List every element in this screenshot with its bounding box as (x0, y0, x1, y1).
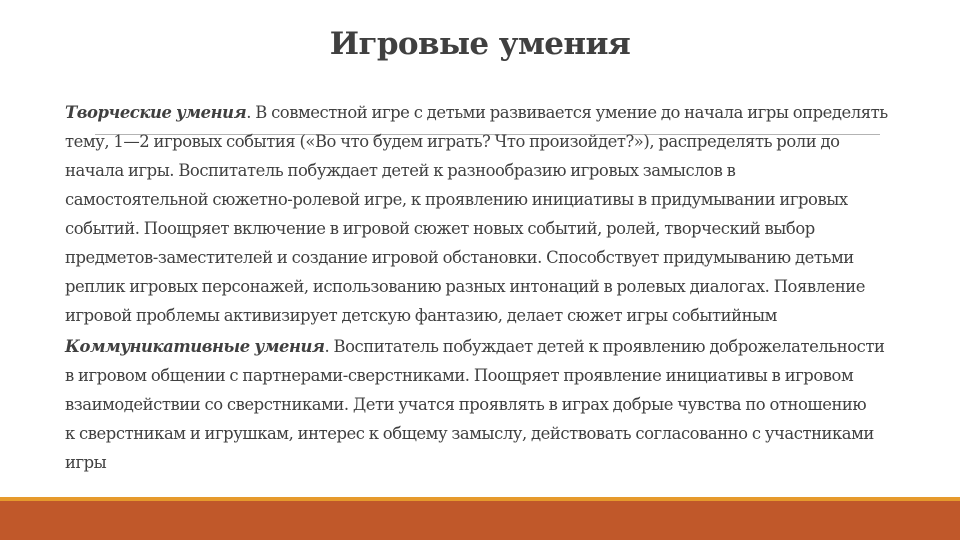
text-line: игры (65, 453, 107, 472)
footer-band (0, 501, 960, 540)
text-line: тему, 1—2 игровых события («Во что будем играть? Что произойдет?»), распределять роли до (65, 132, 840, 151)
term-creative-skills: Творческие умения (65, 103, 247, 122)
text-line: реплик игровых персонажей, использованию разных интонаций в ролевых диалогах. Появление (65, 277, 866, 296)
text-line: в игровом общении с партнерами-сверстниками. Поощряет проявление инициативы в игровом (65, 366, 854, 385)
term-communicative-skills: Коммуникативные умения (65, 337, 325, 356)
text-line: Творческие умения. В совместной игре с детьми развивается умение до начала игры определять (65, 103, 888, 122)
text-line: взаимодействии со сверстниками. Дети учатся проявлять в играх добрые чувства по отношению (65, 395, 867, 414)
text-line: начала игры. Воспитатель побуждает детей к разнообразию игровых замыслов в (65, 161, 736, 180)
text-line: событий. Поощряет включение в игровой сюжет новых событий, ролей, творческий выбор (65, 219, 815, 238)
slide-body (65, 98, 905, 477)
slide-title: Игровые умения (329, 26, 631, 62)
text-line: Коммуникативные умения. Воспитатель побуждает детей к проявлению доброжелательности (65, 337, 885, 356)
paragraph-creative-skills (65, 98, 905, 330)
paragraph-communicative-skills (65, 332, 905, 477)
text-line: к сверстникам и игрушкам, интерес к общему замыслу, действовать согласованно с участниками (65, 424, 874, 443)
text-line: самостоятельной сюжетно-ролевой игре, к проявлению инициативы в придумывании игровых (65, 190, 848, 209)
text-line: игровой проблемы активизирует детскую фантазию, делает сюжет игры событийным (65, 306, 777, 325)
text-line: предметов-заместителей и создание игровой обстановки. Способствует придумыванию детьми (65, 248, 854, 267)
